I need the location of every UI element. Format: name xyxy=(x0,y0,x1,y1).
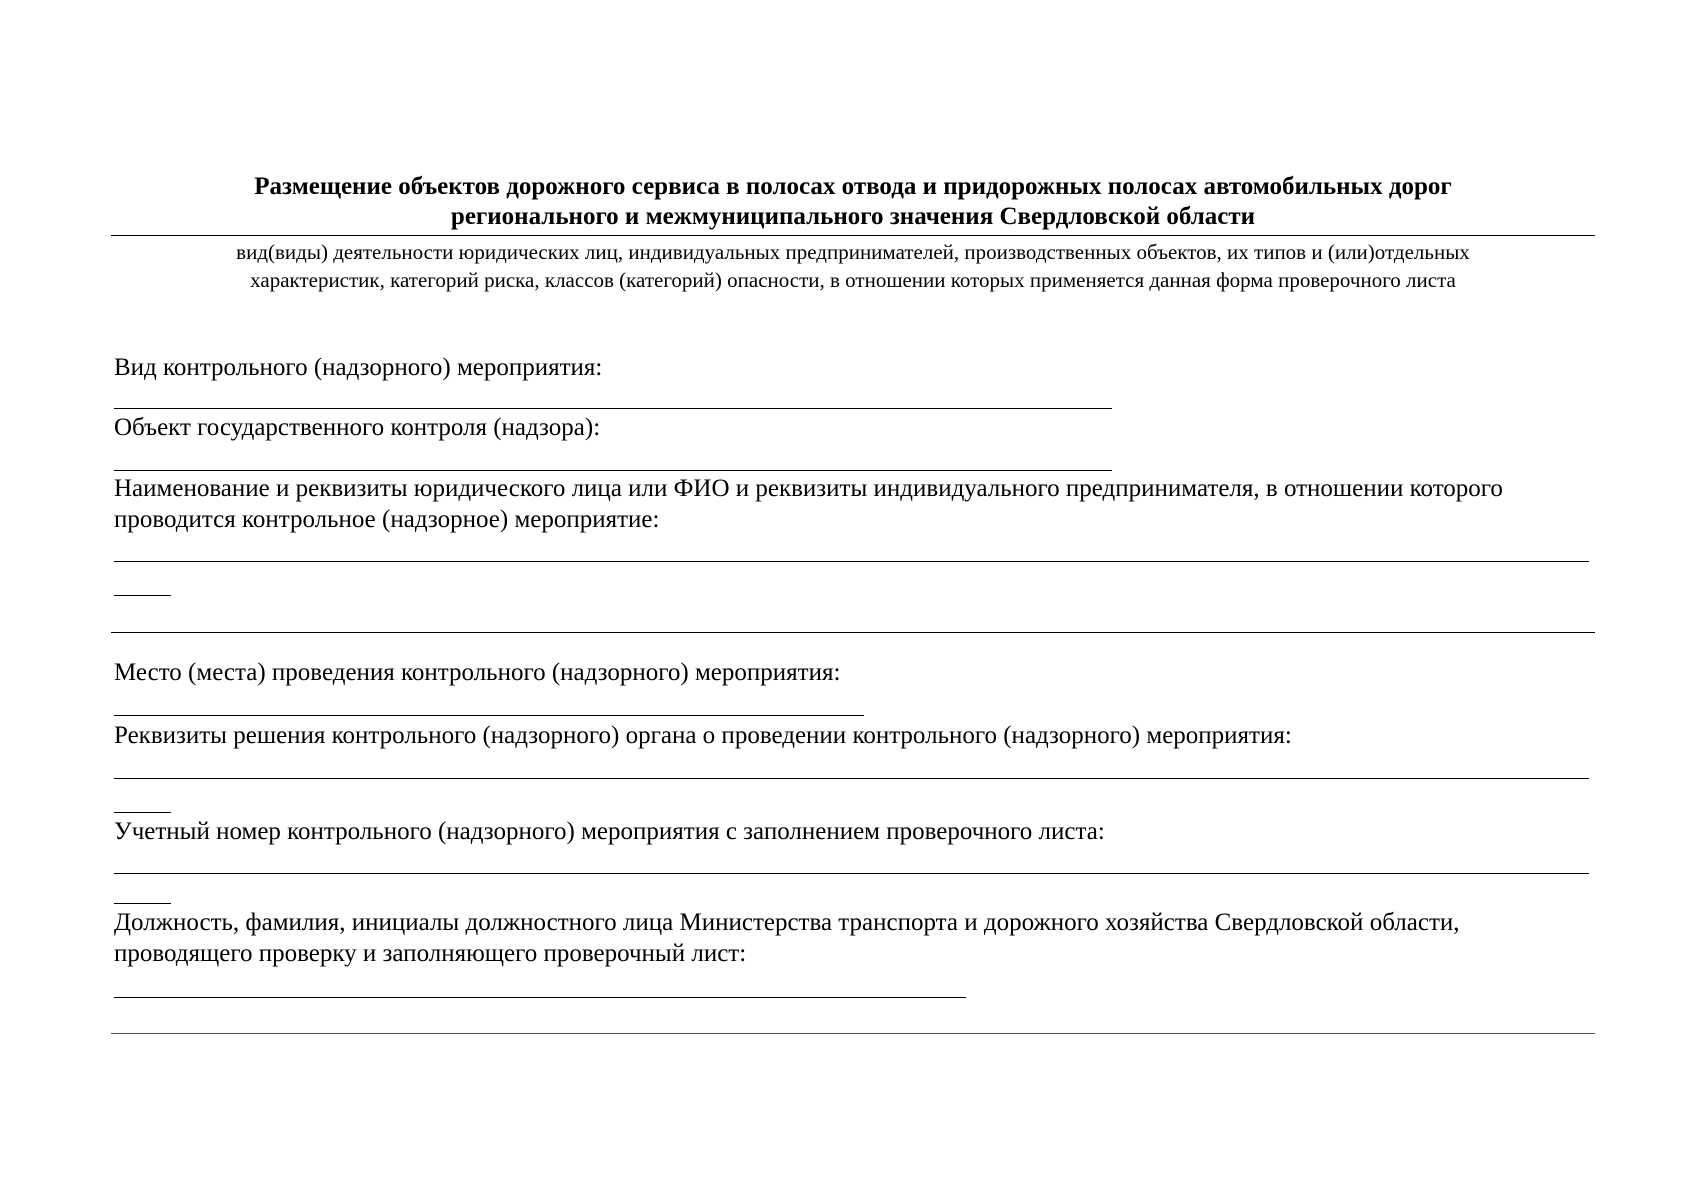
event-place-fill-line[interactable] xyxy=(114,715,864,716)
entity-name-label: Наименование и реквизиты юридического лица или ФИО и реквизиты индивидуального предпринимателя, в отношении которого проводится контрольное (надзорное) мероприятие: xyxy=(114,475,1503,533)
record-number-fill-line-2[interactable] xyxy=(114,903,171,904)
event-type-label: Вид контрольного (надзорного) мероприятия: xyxy=(114,354,603,381)
decision-details-label: Реквизиты решения контрольного (надзорного) органа о проведении контрольного (надзорного) мероприятия: xyxy=(114,722,1292,749)
bottom-rule xyxy=(111,1033,1595,1034)
subtitle-line-2: характеристик, категорий риска, классов (категорий) опасности, в отношении которых применяется данная форма проверочного листа xyxy=(250,268,1456,292)
subtitle-line-1: вид(виды) деятельности юридических лиц, индивидуальных предпринимателей, производственных объектов, их типов и (или)отдельных xyxy=(236,240,1470,264)
decision-details-fill-line-1[interactable] xyxy=(114,778,1589,779)
decision-details-fill-line-2[interactable] xyxy=(114,812,171,813)
record-number-fill-line-1[interactable] xyxy=(114,873,1589,874)
official-label: Должность, фамилия, инициалы должностного лица Министерства транспорта и дорожного хозяйства Свердловской области, проводящего проверку и заполняющего проверочный лист: xyxy=(114,909,1460,967)
event-place-label: Место (места) проведения контрольного (надзорного) мероприятия: xyxy=(114,659,841,686)
entity-name-fill-line-1[interactable] xyxy=(114,561,1589,562)
record-number-label: Учетный номер контрольного (надзорного) мероприятия с заполнением проверочного листа: xyxy=(114,818,1105,845)
document-title xyxy=(113,172,1593,232)
document-subtitle xyxy=(113,238,1593,294)
title-line-2: регионального и межмуниципального значения Свердловской области xyxy=(450,203,1256,230)
control-object-fill-line[interactable] xyxy=(114,470,1112,471)
official-fill-line[interactable] xyxy=(114,997,966,998)
event-type-fill-line[interactable] xyxy=(114,408,1112,409)
control-object-label: Объект государственного контроля (надзора): xyxy=(114,414,601,441)
entity-name-fill-line-2[interactable] xyxy=(114,595,171,596)
title-underline xyxy=(111,235,1595,236)
title-line-1: Размещение объектов дорожного сервиса в полосах отвода и придорожных полосах автомобильных дорог xyxy=(254,173,1452,200)
section-rule xyxy=(111,632,1595,633)
